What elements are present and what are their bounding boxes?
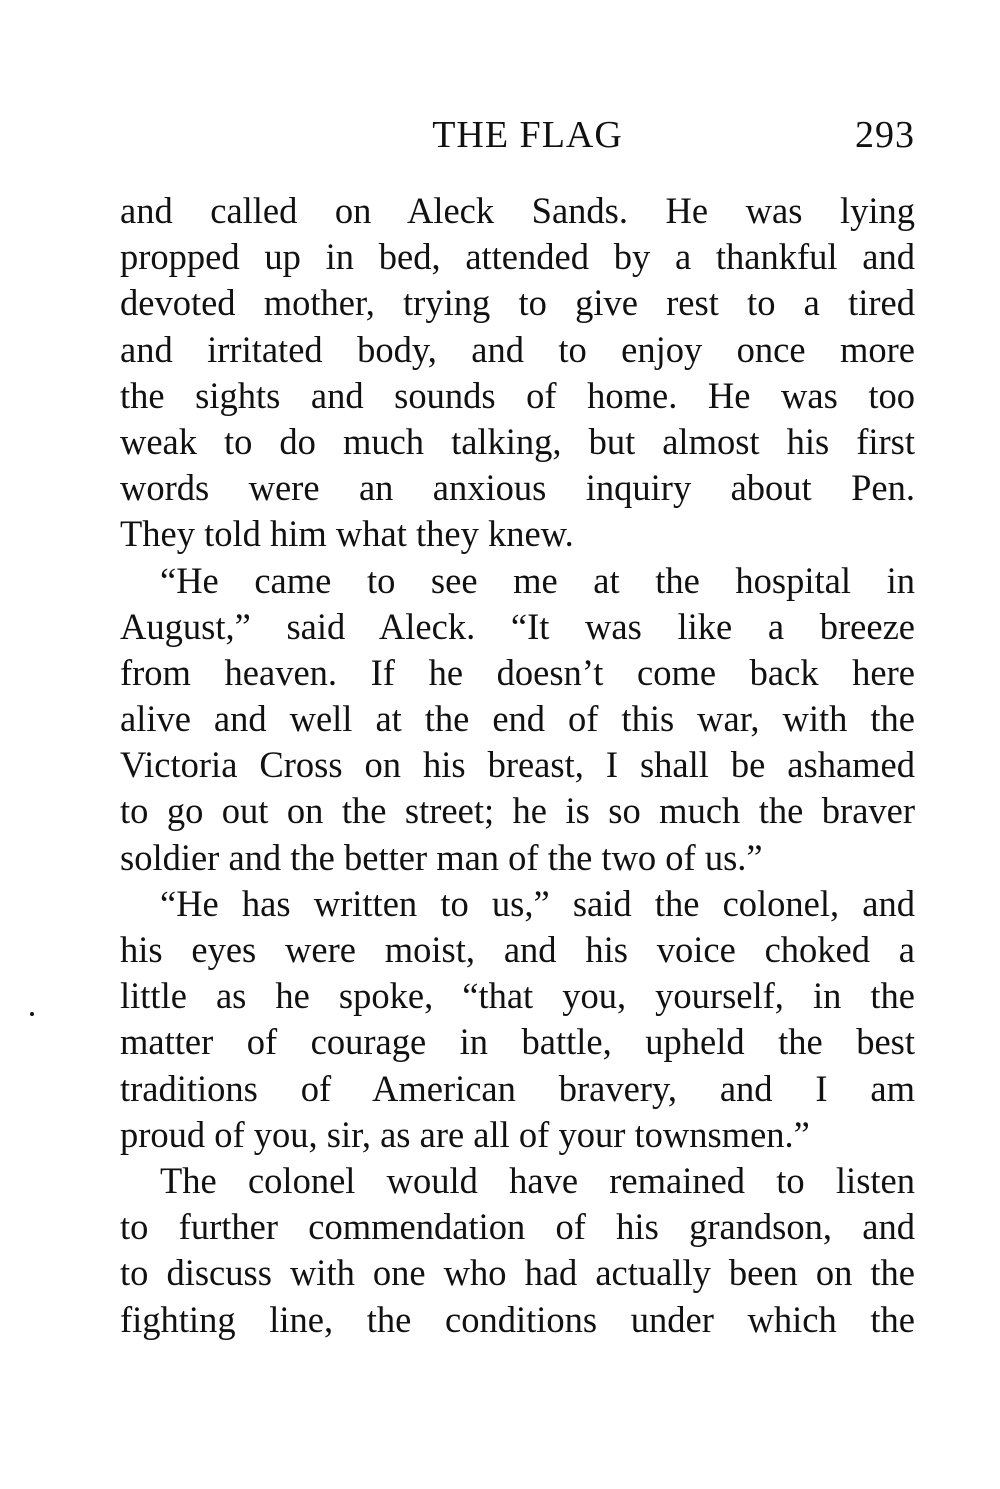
text-line: from heaven. If he doesn’t come back here	[120, 651, 915, 693]
text-line: fighting line, the conditions under which the	[120, 1298, 915, 1340]
text-line: “He has written to us,” said the colonel, and	[160, 882, 915, 924]
running-title: THE FLAG	[432, 114, 623, 156]
running-head	[120, 113, 915, 163]
text-line: little as he spoke, “that you, yourself, in the	[120, 975, 915, 1017]
text-line: traditions of American bravery, and I am	[120, 1067, 915, 1109]
text-line: The colonel would have remained to listen	[160, 1159, 915, 1201]
body-text	[120, 188, 915, 1343]
text-line: “He came to see me at the hospital in	[160, 559, 915, 601]
text-line: and irritated body, and to enjoy once more	[120, 328, 915, 370]
text-line: the sights and sounds of home. He was too	[120, 374, 915, 416]
text-line: to further commendation of his grandson, and	[120, 1206, 915, 1248]
text-line: weak to do much talking, but almost his first	[120, 420, 915, 462]
text-line: devoted mother, trying to give rest to a tired	[120, 282, 915, 324]
text-line: words were an anxious inquiry about Pen.	[120, 467, 915, 509]
ink-speck	[30, 1012, 34, 1016]
text-line: propped up in bed, attended by a thankful and	[120, 236, 915, 278]
text-line: alive and well at the end of this war, with the	[120, 698, 915, 740]
text-line: proud of you, sir, as are all of your townsmen.”	[120, 1113, 810, 1155]
page-number: 293	[855, 114, 915, 156]
text-line: Victoria Cross on his breast, I shall be ashamed	[120, 744, 915, 786]
text-line: and called on Aleck Sands. He was lying	[120, 190, 915, 231]
text-line: They told him what they knew.	[120, 513, 574, 555]
text-line: to go out on the street; he is so much the braver	[120, 790, 915, 832]
text-line: matter of courage in battle, upheld the best	[120, 1021, 915, 1063]
text-line: to discuss with one who had actually been on the	[120, 1252, 915, 1294]
text-line: August,” said Aleck. “It was like a breeze	[120, 605, 915, 647]
text-line: soldier and the better man of the two of us.”	[120, 836, 763, 878]
text-line: his eyes were moist, and his voice choked a	[120, 929, 915, 970]
